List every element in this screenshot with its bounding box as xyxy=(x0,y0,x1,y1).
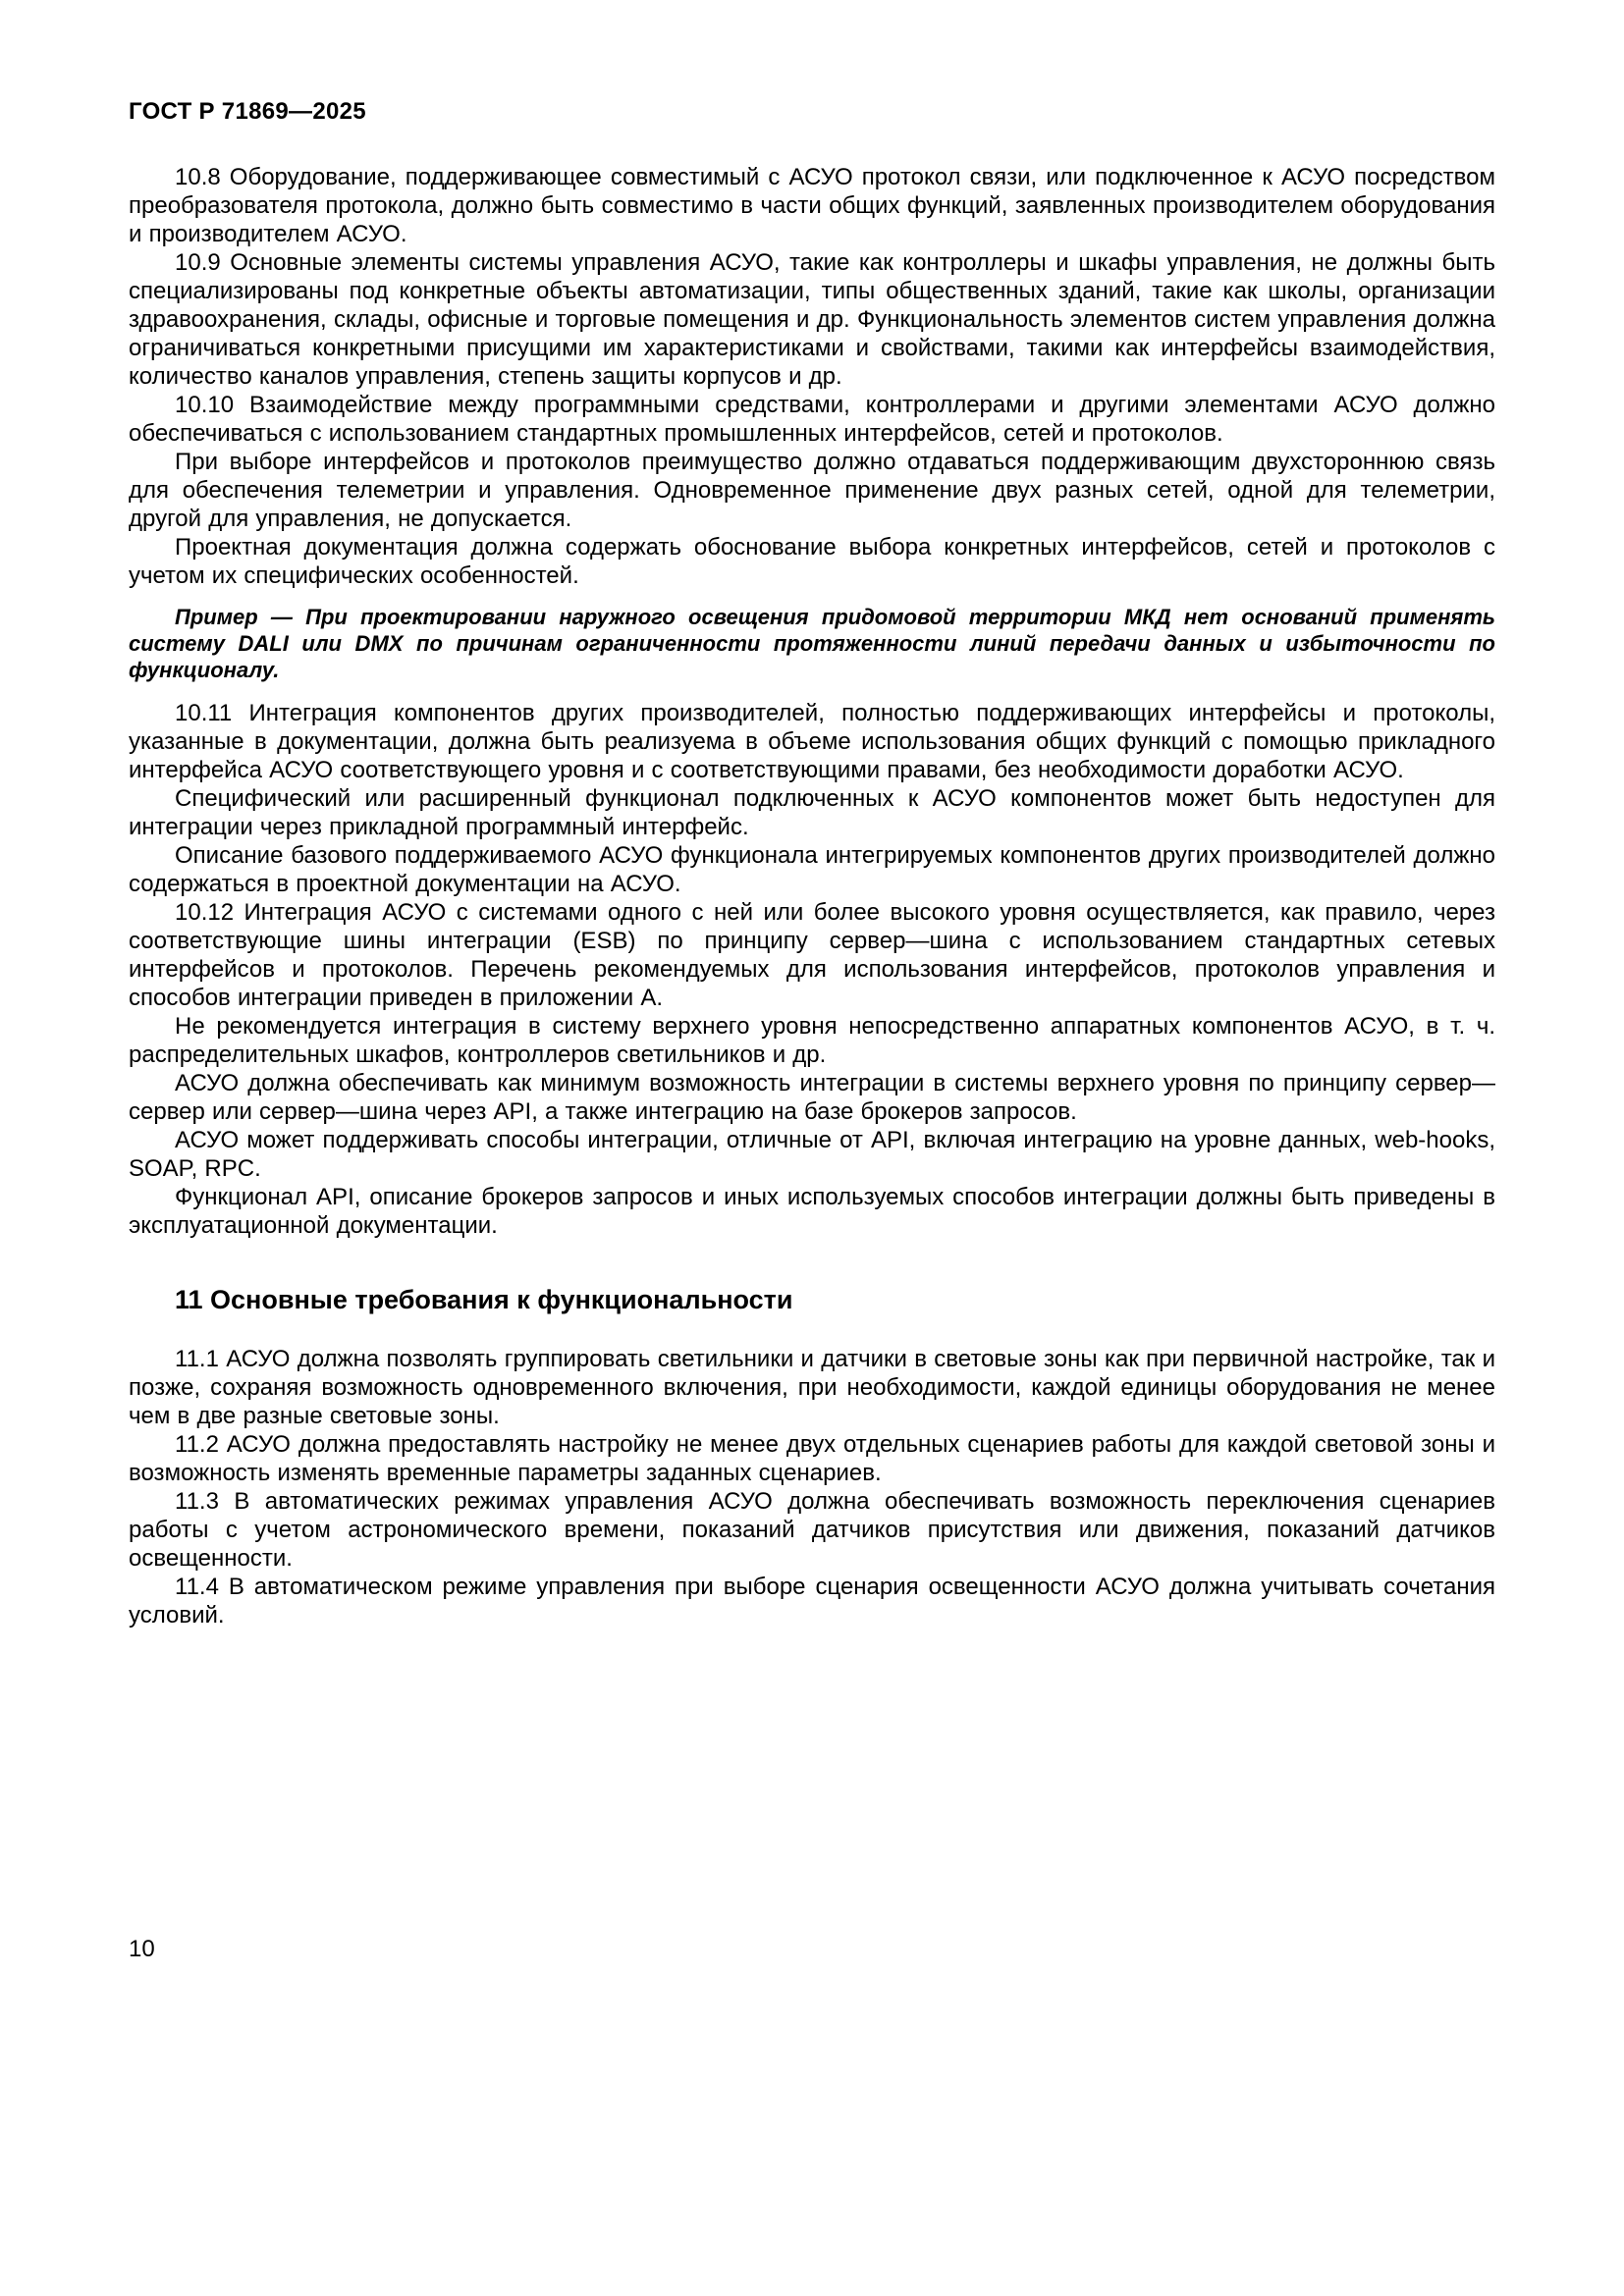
paragraph-server-server-integration: АСУО должна обеспечивать как минимум возможность интеграции в системы верхнего уровня по принципу сервер—сервер или сервер—шина через API, а также интеграцию на базе брокеров запросов. xyxy=(129,1070,1495,1125)
paragraph-10-10: 10.10 Взаимодействие между программными средствами, контроллерами и другими элементами АСУО должно обеспечиваться с использованием стандартных промышленных интерфейсов, сетей и протоколов. xyxy=(129,392,1495,447)
paragraph-11-2: 11.2 АСУО должна предоставлять настройку не менее двух отдельных сценариев работы для каждой световой зоны и возможность изменять временные параметры заданных сценариев. xyxy=(129,1431,1495,1486)
page-content xyxy=(129,98,1495,1629)
paragraph-11-4: 11.4 В автоматическом режиме управления при выборе сценария освещенности АСУО должна учитывать сочетания условий. xyxy=(129,1574,1495,1629)
paragraph-interfaces-choice: При выборе интерфейсов и протоколов преимущество должно отдаваться поддерживающим двухстороннюю связь для обеспечения телеметрии и управления. Одновременное применение двух разных сетей, одной для телеметрии, другой для управления, не допускается. xyxy=(129,449,1495,532)
example-note: Пример — При проектировании наружного освещения придомовой территории МКД нет оснований применять систему DALI или DMX по причинам ограниченности протяженности линий передачи данных и избыточности по функционалу. xyxy=(129,605,1495,682)
paragraph-project-docs: Проектная документация должна содержать обоснование выбора конкретных интерфейсов, сетей и протоколов с учетом их специфических особенностей. xyxy=(129,534,1495,589)
paragraph-10-8: 10.8 Оборудование, поддерживающее совместимый с АСУО протокол связи, или подключенное к АСУО посредством преобразователя протокола, должно быть совместимо в части общих функций, заявленных производителем оборудования и производителем АСУО. xyxy=(129,164,1495,247)
doc-number-header: ГОСТ Р 71869—2025 xyxy=(129,98,366,125)
section-11-heading: 11 Основные требования к функциональности xyxy=(175,1285,793,1314)
paragraph-10-11: 10.11 Интеграция компонентов других производителей, полностью поддерживающих интерфейсы и протоколы, указанные в документации, должна быть реализуема в объеме использования общих функций с помощью прикладного интерфейса АСУО соответствующего уровня и с соответствующими правами, без необходимости доработки АСУО. xyxy=(129,700,1495,783)
paragraph-specific-functionality: Специфический или расширенный функционал подключенных к АСУО компонентов может быть недоступен для интеграции через прикладной программный интерфейс. xyxy=(129,785,1495,840)
paragraph-10-9: 10.9 Основные элементы системы управления АСУО, такие как контроллеры и шкафы управления, не должны быть специализированы под конкретные объекты автоматизации, типы общественных зданий, такие как школы, организации здравоохранения, склады, офисные и торговые помещения и др. Функциональность элементов систем управления должна ограничиваться конкретными присущими им характеристиками и свойствами, такими как интерфейсы взаимодействия, количество каналов управления, степень защиты корпусов и др. xyxy=(129,249,1495,390)
paragraph-11-1: 11.1 АСУО должна позволять группировать светильники и датчики в световые зоны как при первичной настройке, так и позже, сохраняя возможность одновременного включения, при необходимости, каждой единицы оборудования не менее чем в две разные световые зоны. xyxy=(129,1346,1495,1429)
paragraph-not-recommended-integration: Не рекомендуется интеграция в систему верхнего уровня непосредственно аппаратных компонентов АСУО, в т. ч. распределительных шкафов, контроллеров светильников и др. xyxy=(129,1013,1495,1068)
paragraph-api-functionality: Функционал API, описание брокеров запросов и иных используемых способов интеграции должны быть приведены в эксплуатационной документации. xyxy=(129,1184,1495,1239)
paragraph-10-12: 10.12 Интеграция АСУО с системами одного с ней или более высокого уровня осуществляется, как правило, через соответствующие шины интеграции (ESB) по принципу сервер—шина с использованием стандартных сетевых интерфейсов и протоколов. Перечень рекомендуемых для использования интерфейсов, протоколов управления и способов интеграции приведен в приложении А. xyxy=(129,899,1495,1011)
paragraph-base-functionality-description: Описание базового поддерживаемого АСУО функционала интегрируемых компонентов других производителей должно содержаться в проектной документации на АСУО. xyxy=(129,842,1495,897)
paragraph-other-integration-methods: АСУО может поддерживать способы интеграции, отличные от API, включая интеграцию на уровне данных, web-hooks, SOAP, RPC. xyxy=(129,1127,1495,1182)
page-number: 10 xyxy=(129,1936,155,1962)
paragraph-11-3: 11.3 В автоматических режимах управления АСУО должна обеспечивать возможность переключения сценариев работы с учетом астрономического времени, показаний датчиков присутствия или движения, показаний датчиков освещенности. xyxy=(129,1488,1495,1572)
